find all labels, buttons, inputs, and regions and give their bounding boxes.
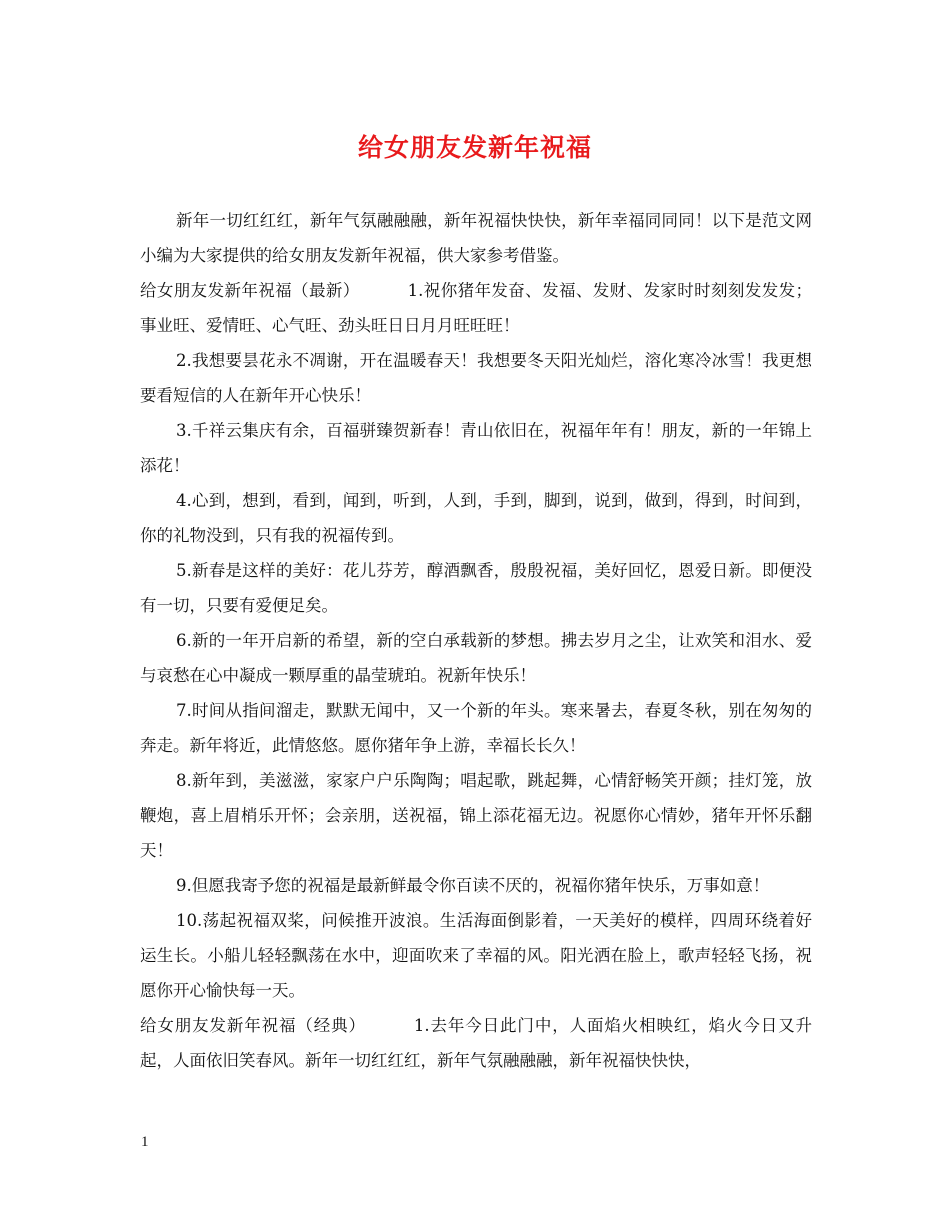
intro-paragraph: 新年一切红红红，新年气氛融融融，新年祝福快快快，新年幸福同同同！以下是范文网小编为大家提供的给女朋友发新年祝福，供大家参考借鉴。 <box>140 211 812 265</box>
list-item: 8.新年到，美滋滋，家家户户乐陶陶；唱起歌，跳起舞，心情舒畅笑开颜；挂灯笼，放鞭炮，喜上眉梢乐开怀；会亲朋，送祝福，锦上添花福无边。祝愿你心情妙，猪年开怀乐翻天！ <box>140 771 812 860</box>
section-1-paragraph <box>140 273 812 343</box>
list-item: 6.新的一年开启新的希望，新的空白承载新的梦想。拂去岁月之尘，让欢笑和泪水、爱与哀愁在心中凝成一颗厚重的晶莹琥珀。祝新年快乐！ <box>140 631 812 685</box>
list-item: 3.千祥云集庆有余，百福骈臻贺新春！青山依旧在，祝福年年有！朋友，新的一年锦上添花！ <box>140 421 812 475</box>
section-2-item-1: 1.去年今日此门中，人面焰火相映红，焰火今日又升起，人面依旧笑春风。新年一切红红红，新年气氛融融融，新年祝福快快快， <box>140 1016 812 1070</box>
list-item: 2.我想要昙花永不凋谢，开在温暖春天！我想要冬天阳光灿烂，溶化寒冷冰雪！我更想要看短信的人在新年开心快乐！ <box>140 351 812 405</box>
list-item: 10.荡起祝福双桨，问候推开波浪。生活海面倒影着，一天美好的模样，四周环绕着好运生长。小船儿轻轻飘荡在水中，迎面吹来了幸福的风。阳光洒在脸上，歌声轻轻飞扬，祝愿你开心愉快每一天。 <box>140 911 812 1000</box>
list-item: 5.新春是这样的美好：花儿芬芳，醇酒飘香，殷殷祝福，美好回忆，恩爱日新。即便没有一切，只要有爱便足矣。 <box>140 561 812 615</box>
section-1-item-1: 1.祝你猪年发奋、发福、发财、发家时时刻刻发发发；事业旺、爱情旺、心气旺、劲头旺日日月月旺旺旺！ <box>140 281 813 335</box>
section-2-heading: 给女朋友发新年祝福（经典） <box>140 1016 366 1035</box>
section-1-heading: 给女朋友发新年祝福（最新） <box>140 281 360 300</box>
section-2-paragraph <box>140 1008 812 1078</box>
list-item: 4.心到，想到，看到，闻到，听到，人到，手到，脚到，说到，做到，得到，时间到，你的礼物没到，只有我的祝福传到。 <box>140 491 812 545</box>
list-item: 7.时间从指间溜走，默默无闻中，又一个新的年头。寒来暑去，春夏冬秋，别在匆匆的奔走。新年将近，此情悠悠。愿你猪年争上游，幸福长长久！ <box>140 701 812 755</box>
document-body <box>140 203 812 1078</box>
page-number: 1 <box>141 1134 149 1150</box>
document-title: 给女朋友发新年祝福 <box>357 133 592 162</box>
list-item: 9.但愿我寄予您的祝福是最新鲜最令你百读不厌的，祝福你猪年快乐，万事如意！ <box>176 876 770 895</box>
